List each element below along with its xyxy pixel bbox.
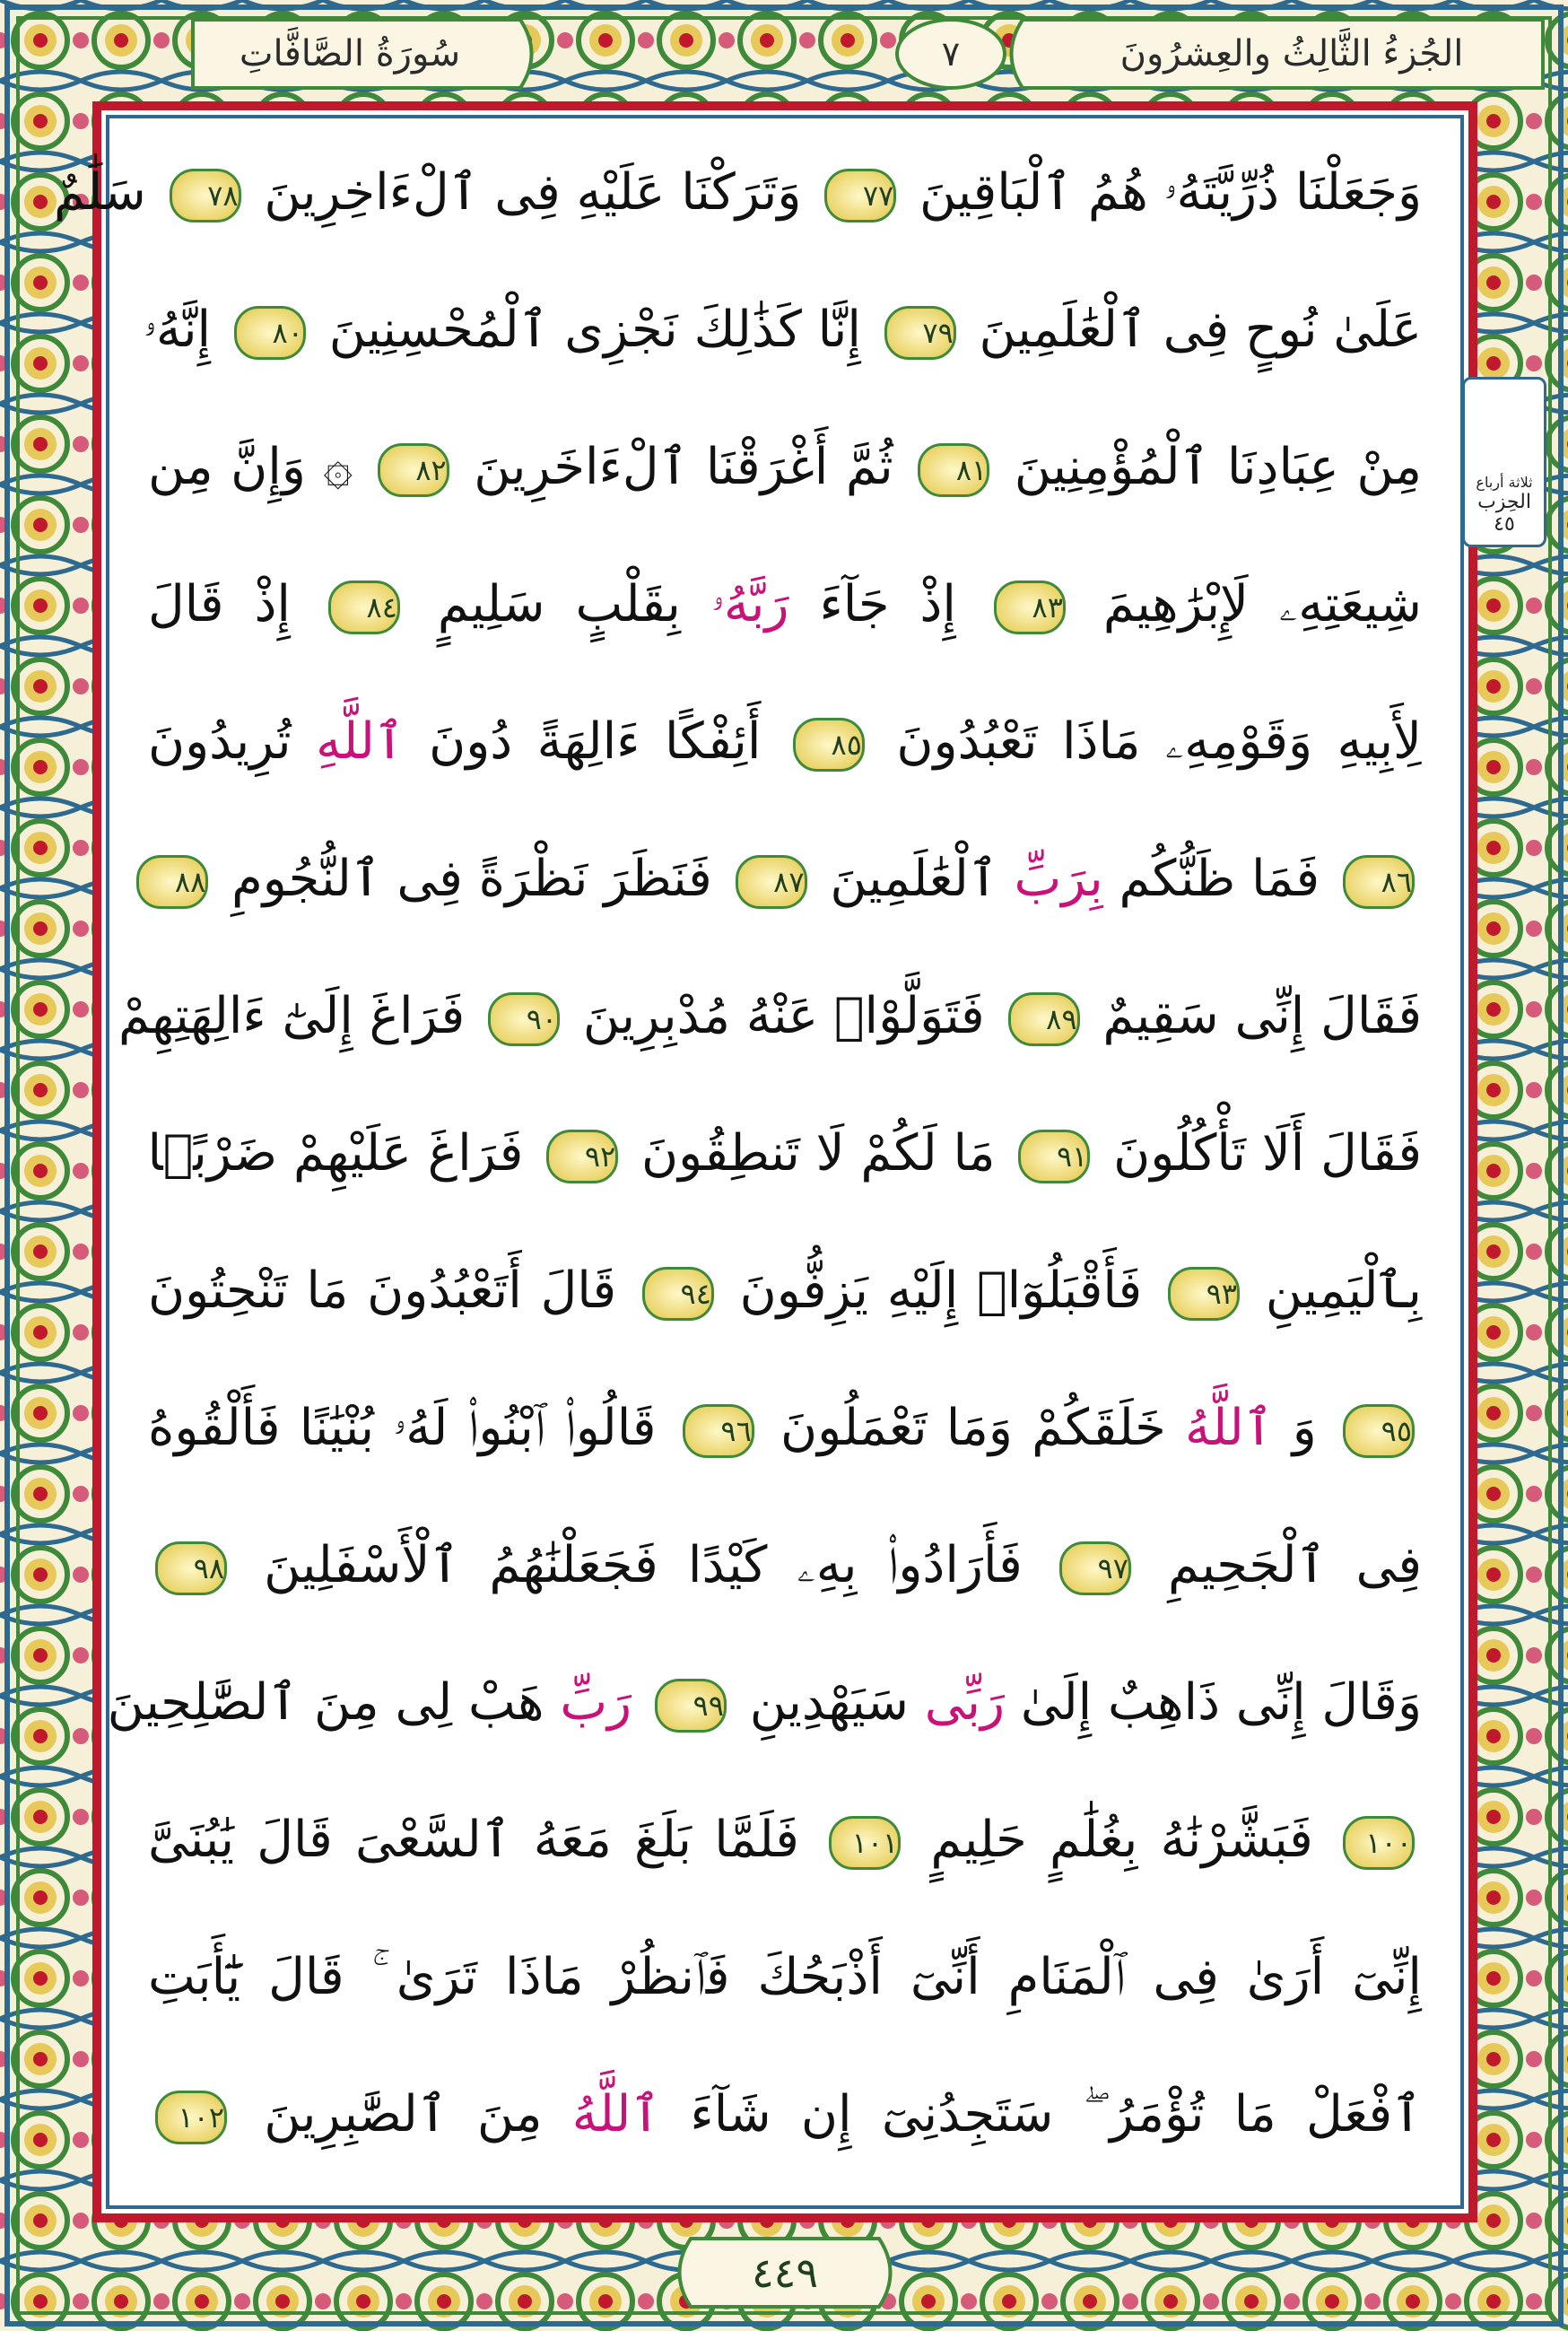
verse-text: لِأَبِيهِ وَقَوْمِهِۦ مَاذَا تَعْبُدُونَ — [896, 712, 1422, 771]
verse-text: فَرَاغَ إِلَىٰٓ ءَالِهَتِهِمْ — [118, 987, 466, 1045]
ayah-number-marker: ٧٩ — [884, 306, 956, 360]
text-line — [118, 963, 1422, 1070]
page-number: ٤٤٩ — [751, 2248, 819, 2297]
verse-text: مِنْ عِبَادِنَا ٱلْمُؤْمِنِينَ — [1014, 438, 1422, 496]
ayah-number-marker: ٨٧ — [736, 855, 807, 909]
verse-text: فِى ٱلْجَحِيمِ — [1168, 1536, 1422, 1594]
verse-text: إِنَّا كَذَٰلِكَ نَجْزِى ٱلْمُحْسِنِينَ — [328, 301, 861, 359]
text-line — [148, 551, 1422, 659]
ayah-number-marker: ٩٣ — [1168, 1267, 1240, 1321]
ayah-number-marker: ٨٠ — [234, 306, 306, 360]
ayah-number-marker: ٨٢ — [378, 443, 449, 497]
verse-text: وَجَعَلْنَا ذُرِّيَّتَهُۥ هُمُ ٱلْبَاقِينَ — [919, 163, 1422, 222]
text-line — [148, 1237, 1422, 1345]
ayah-number-marker: ٩٠ — [488, 992, 560, 1046]
verse-text: فَلَمَّا بَلَغَ مَعَهُ ٱلسَّعْىَ قَالَ يَٰبُنَىَّ — [148, 1811, 799, 1869]
text-line — [148, 414, 1422, 521]
text-line — [148, 1512, 1422, 1619]
verse-text: عَلَىٰ نُوحٍ فِى ٱلْعَٰلَمِينَ — [979, 301, 1422, 359]
ayah-number-marker: ٩٧ — [1059, 1541, 1131, 1595]
verse-text: سَيَهْدِينِ — [749, 1673, 909, 1732]
text-line — [148, 1375, 1422, 1482]
verse-text: ٱلْعَٰلَمِينَ — [830, 850, 998, 908]
text-line — [54, 139, 1422, 247]
juz-title: الجُزءُ الثَّالِثُ والعِشرُونَ — [1119, 33, 1464, 74]
ayah-number-marker: ٩٥ — [1343, 1404, 1415, 1458]
verse-text: شِيعَتِهِۦ لَإِبْرَٰهِيمَ — [1102, 575, 1422, 633]
verse-text: وَقَالَ إِنِّى ذَاهِبٌ إِلَىٰ — [1020, 1673, 1422, 1732]
text-line — [148, 688, 1422, 796]
text-line — [148, 1100, 1422, 1208]
verse-text: فَأَقْبَلُوٓا۟ إِلَيْهِ يَزِفُّونَ — [739, 1262, 1143, 1320]
juz-number: ٧ — [941, 34, 961, 74]
ayah-number-marker: ١٠٠ — [1343, 1816, 1415, 1870]
hizb-label: الحِزب — [1477, 491, 1531, 513]
ayah-number-marker: ٨٨ — [136, 855, 208, 909]
text-line — [148, 1924, 1422, 2031]
verse-text: فَأَرَادُوا۟ بِهِۦ كَيْدًا فَجَعَلْنَٰهُمُ ٱلْأَسْفَلِينَ — [264, 1536, 1023, 1594]
ayah-number-marker: ٩٨ — [155, 1541, 227, 1595]
verse-text: تُرِيدُونَ — [148, 712, 292, 771]
verse-text: إِذْ قَالَ — [148, 575, 291, 633]
verse-text: إِنِّىٓ أَرَىٰ فِى ٱلْمَنَامِ أَنِّىٓ أَذْبَحُكَ فَٱنظُرْ مَاذَا تَرَىٰ ۚ قَالَ يَٰٓأَبَتِ — [148, 1948, 1422, 2006]
divine-name-text: رَبِّ — [560, 1673, 632, 1732]
verse-text: قَالَ أَتَعْبُدُونَ مَا تَنْحِتُونَ — [148, 1262, 617, 1320]
verse-text: ٱفْعَلْ مَا تُؤْمَرُ ۖ سَتَجِدُنِىٓ إِن شَآءَ — [690, 2085, 1422, 2143]
ayah-number-marker: ٩٤ — [642, 1267, 714, 1321]
verse-text: فَرَاغَ عَلَيْهِمْ ضَرْبًۢا — [147, 1124, 524, 1183]
verse-text: إِذْ جَآءَ — [819, 575, 956, 633]
verse-text: فَقَالَ إِنِّى سَقِيمٌ — [1102, 987, 1422, 1045]
text-line — [148, 825, 1422, 933]
verse-text: فَمَا ظَنُّكُم — [1119, 850, 1320, 908]
verse-text: فَنَظَرَ نَظْرَةً فِى ٱلنُّجُومِ — [231, 850, 712, 908]
verse-text: ثُمَّ أَغْرَقْنَا ٱلْءَاخَرِينَ — [474, 438, 893, 496]
verse-text: وَ — [1292, 1399, 1317, 1457]
verse-text: بِقَلْبٍ سَلِيمٍ — [437, 575, 681, 633]
divine-name-text: ٱللَّهُ — [1185, 1399, 1274, 1457]
verse-text: إِنَّهُۥ — [143, 301, 212, 359]
text-line — [148, 2061, 1422, 2169]
surah-title: سُورَةُ الصَّافَّاتِ — [239, 33, 461, 74]
ayah-number-marker: ٨٩ — [1008, 992, 1080, 1046]
ayah-number-marker: ٩٢ — [546, 1130, 618, 1183]
verse-text: فَبَشَّرْنَٰهُ بِغُلَٰمٍ حَلِيمٍ — [930, 1811, 1313, 1869]
divine-name-text: ٱللَّهِ — [316, 712, 405, 771]
ayah-number-marker: ٨٥ — [793, 718, 865, 772]
verse-text: ۞ وَإِنَّ مِن — [148, 438, 353, 496]
verse-text: مِنَ ٱلصَّٰبِرِينَ — [264, 2085, 543, 2143]
hizb-quarter-label: ثلاثة أرباع — [1476, 474, 1533, 491]
verse-text: قَالُوا۟ ٱبْنُوا۟ لَهُۥ بُنْيَٰنًا فَأَلْقُوهُ — [148, 1399, 657, 1457]
ayah-number-marker: ١٠١ — [829, 1816, 901, 1870]
ayah-number-marker: ٨٤ — [328, 581, 400, 634]
verse-text: هَبْ لِى مِنَ ٱلصَّٰلِحِينَ — [107, 1673, 544, 1732]
hizb-marker — [1462, 377, 1546, 547]
ayah-number-marker: ٨١ — [918, 443, 989, 497]
divine-name-text: رَبِّى — [924, 1673, 1006, 1732]
ayah-number-marker: ٩١ — [1018, 1130, 1090, 1183]
verse-text: مَا لَكُمْ لَا تَنطِقُونَ — [641, 1124, 996, 1183]
ayah-number-marker: ٧٨ — [170, 169, 241, 223]
verse-text: خَلَقَكُمْ وَمَا تَعْمَلُونَ — [780, 1399, 1166, 1457]
quran-page-text — [54, 121, 1458, 2203]
verse-text: فَتَوَلَّوْا۟ عَنْهُ مُدْبِرِينَ — [582, 987, 985, 1045]
ayah-number-marker: ٩٦ — [683, 1404, 754, 1458]
divine-name-text: بِرَبِّ — [1014, 850, 1103, 908]
verse-text: سَلَٰمٌ — [54, 163, 146, 222]
verse-text: وَتَرَكْنَا عَلَيْهِ فِى ٱلْءَاخِرِينَ — [264, 163, 802, 222]
divine-name-text: ٱللَّهُ — [571, 2085, 661, 2143]
ayah-number-marker: ٩٩ — [655, 1679, 727, 1733]
ayah-number-marker: ٧٧ — [824, 169, 896, 223]
text-line — [143, 276, 1422, 384]
ayah-number-marker: ٨٣ — [994, 581, 1066, 634]
text-line — [148, 1786, 1422, 1894]
verse-text: بِٱلْيَمِينِ — [1265, 1262, 1423, 1320]
divine-name-text: رَبَّهُۥ — [710, 575, 789, 633]
ayah-number-marker: ٨٦ — [1343, 855, 1415, 909]
text-line — [107, 1649, 1422, 1757]
verse-text: أَئِفْكًا ءَالِهَةً دُونَ — [429, 712, 762, 771]
verse-text: فَقَالَ أَلَا تَأْكُلُونَ — [1113, 1124, 1422, 1183]
hizb-number: ٤٥ — [1494, 513, 1515, 536]
ayah-number-marker: ١٠٢ — [155, 2091, 227, 2144]
